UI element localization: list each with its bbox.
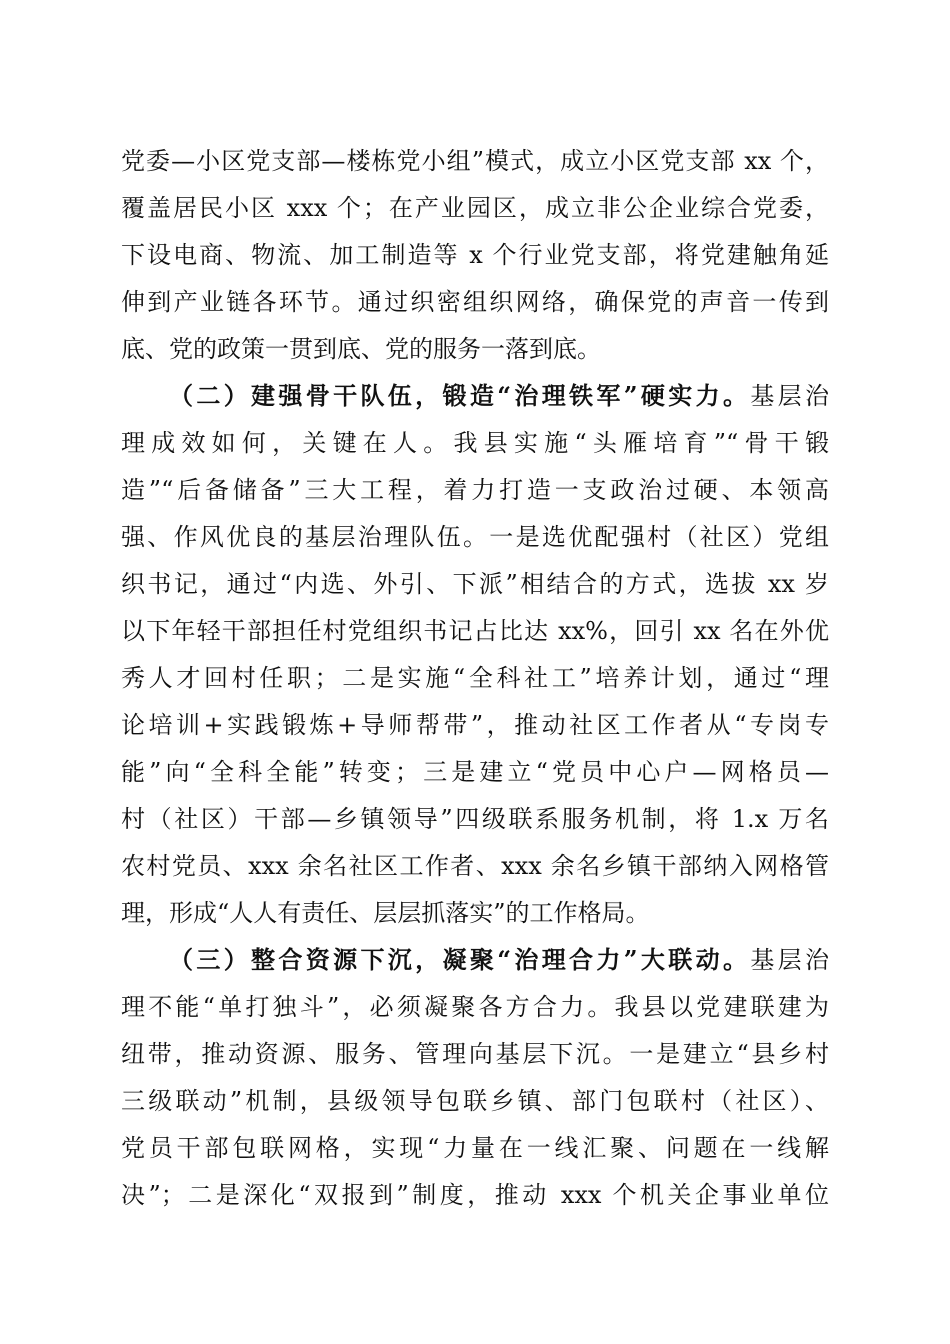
text-line: 党委—小区党支部—楼栋党小组”模式，成立小区党支部 xx 个， bbox=[121, 147, 829, 175]
text-line: 强、作风优良的基层治理队伍。一是选优配强村（社区）党组 bbox=[121, 523, 829, 551]
text-line: 覆盖居民小区 xxx 个；在产业园区，成立非公企业综合党委， bbox=[121, 194, 829, 222]
text-line: 伸到产业链各环节。通过织密组织网络，确保党的声音一传到 bbox=[121, 288, 829, 316]
text-line: 论培训+实践锻炼+导师帮带”，推动社区工作者从“专岗专 bbox=[121, 711, 829, 739]
text-line: 理不能“单打独斗”，必须凝聚各方合力。我县以党建联建为 bbox=[121, 993, 829, 1021]
text-line: 理，形成“人人有责任、层层抓落实”的工作格局。 bbox=[121, 899, 650, 927]
text-line: 造”“后备储备”三大工程，着力打造一支政治过硬、本领高 bbox=[121, 476, 829, 504]
paragraph-first-line bbox=[169, 381, 829, 411]
text-line: 织书记，通过“内选、外引、下派”相结合的方式，选拔 xx 岁 bbox=[121, 570, 829, 598]
text-line: 能”向“全科全能”转变；三是建立“党员中心户—网格员— bbox=[121, 758, 829, 786]
heading-trailing-text: 基层治 bbox=[750, 382, 830, 410]
text-line: 下设电商、物流、加工制造等 x 个行业党支部，将党建触角延 bbox=[121, 241, 829, 269]
paragraph-first-line bbox=[169, 945, 829, 975]
text-line: 理成效如何，关键在人。我县实施“头雁培育”“骨干锻 bbox=[121, 429, 829, 457]
text-line: 村（社区）干部—乡镇领导”四级联系服务机制，将 1.x 万名 bbox=[121, 805, 829, 833]
section-heading: （二）建强骨干队伍，锻造“治理铁军”硬实力。 bbox=[169, 381, 751, 410]
text-line: 三级联动”机制，县级领导包联乡镇、部门包联村（社区）、 bbox=[121, 1087, 829, 1115]
text-line: 决”；二是深化“双报到”制度，推动 xxx 个机关企事业单位 bbox=[121, 1181, 829, 1209]
text-line: 党员干部包联网格，实现“力量在一线汇聚、问题在一线解 bbox=[121, 1134, 829, 1162]
text-line: 农村党员、xxx 余名社区工作者、xxx 余名乡镇干部纳入网格管 bbox=[121, 852, 829, 880]
document-page bbox=[121, 0, 829, 1344]
section-heading: （三）整合资源下沉，凝聚“治理合力”大联动。 bbox=[169, 945, 751, 974]
text-line: 纽带，推动资源、服务、管理向基层下沉。一是建立“县乡村 bbox=[121, 1040, 829, 1068]
text-line: 秀人才回村任职；二是实施“全科社工”培养计划，通过“理 bbox=[121, 664, 829, 692]
heading-trailing-text: 基层治 bbox=[750, 946, 830, 974]
text-line: 底、党的政策一贯到底、党的服务一落到底。 bbox=[121, 335, 601, 363]
text-line: 以下年轻干部担任村党组织书记占比达 xx%，回引 xx 名在外优 bbox=[121, 617, 829, 645]
